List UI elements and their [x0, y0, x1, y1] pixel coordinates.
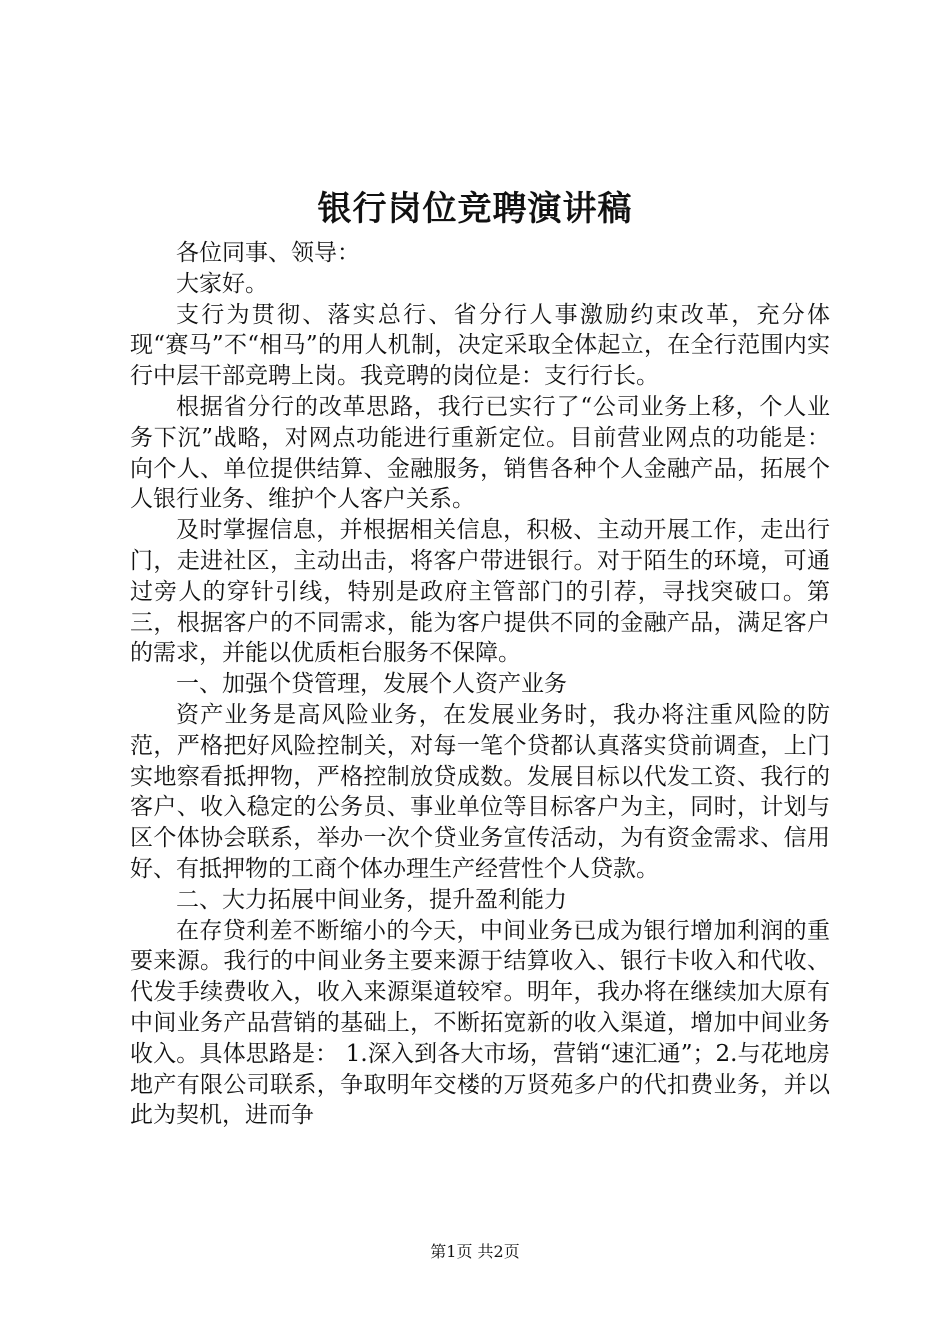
greeting: 大家好。 — [176, 270, 268, 297]
salutation: 各位同事、领导： — [176, 240, 360, 266]
paragraph: 及时掌握信息，并根据相关信息，积极、主动开展工作，走出行门，走进社区，主动出击，将客户带进银行。对于陌生的环境，可通过旁人的穿针引线，特别是政府主管部门的引荐，寻找突破口。第三，根据客户的不同需求，能为客户提供不同的金融产品，满足客户的需求，并能以优质柜台服务不保障。 — [130, 517, 830, 667]
document-title: 银行岗位竞聘演讲稿 — [317, 189, 633, 229]
paragraph: 根据省分行的改革思路，我行已实行了“公司业务上移，个人业务下沉”战略，对网点功能进行重新定位。目前营业网点的功能是：向个人、单位提供结算、金融服务，销售各种个人金融产品，拓展个人银行业务、维护个人客户关系。 — [130, 393, 830, 513]
paragraph: 在存贷利差不断缩小的今天，中间业务已成为银行增加利润的重要来源。我行的中间业务主要来源于结算收入、银行卡收入和代收、代发手续费收入，收入来源渠道较窄。明年，我办将在继续加大原有中间业务产品营销的基础上，不断拓宽新的收入渠道，增加中间业务收入。具体思路是： 1.深入到各大市场，营销“速汇通”；2.与花地房地产有限公司联系，争取明年交楼的万贤苑多户的代扣费业务，并以此为契机，进而争 — [130, 917, 830, 1129]
document-body — [130, 238, 830, 1131]
section-heading: 一、加强个贷管理，发展个人资产业务 — [176, 671, 567, 698]
page-number: 第1页 共2页 — [430, 1242, 520, 1261]
paragraph: 资产业务是高风险业务，在发展业务时，我办将注重风险的防范，严格把好风险控制关，对每一笔个贷都认真落实贷前调查，上门实地察看抵押物，严格控制放贷成数。发展目标以代发工资、我行的客户、收入稳定的公务员、事业单位等目标客户为主，同时，计划与区个体协会联系，举办一次个贷业务宣传活动，为有资金需求、信用好、有抵押物的工商个体办理生产经营性个人贷款。 — [130, 701, 830, 882]
section-heading: 二、大力拓展中间业务，提升盈利能力 — [176, 886, 567, 913]
paragraph: 支行为贯彻、落实总行、省分行人事激励约束改革，充分体现“赛马”不“相马”的用人机制，决定采取全体起立，在全行范围内实行中层干部竞聘上岗。我竞聘的岗位是：支行行长。 — [130, 301, 830, 390]
